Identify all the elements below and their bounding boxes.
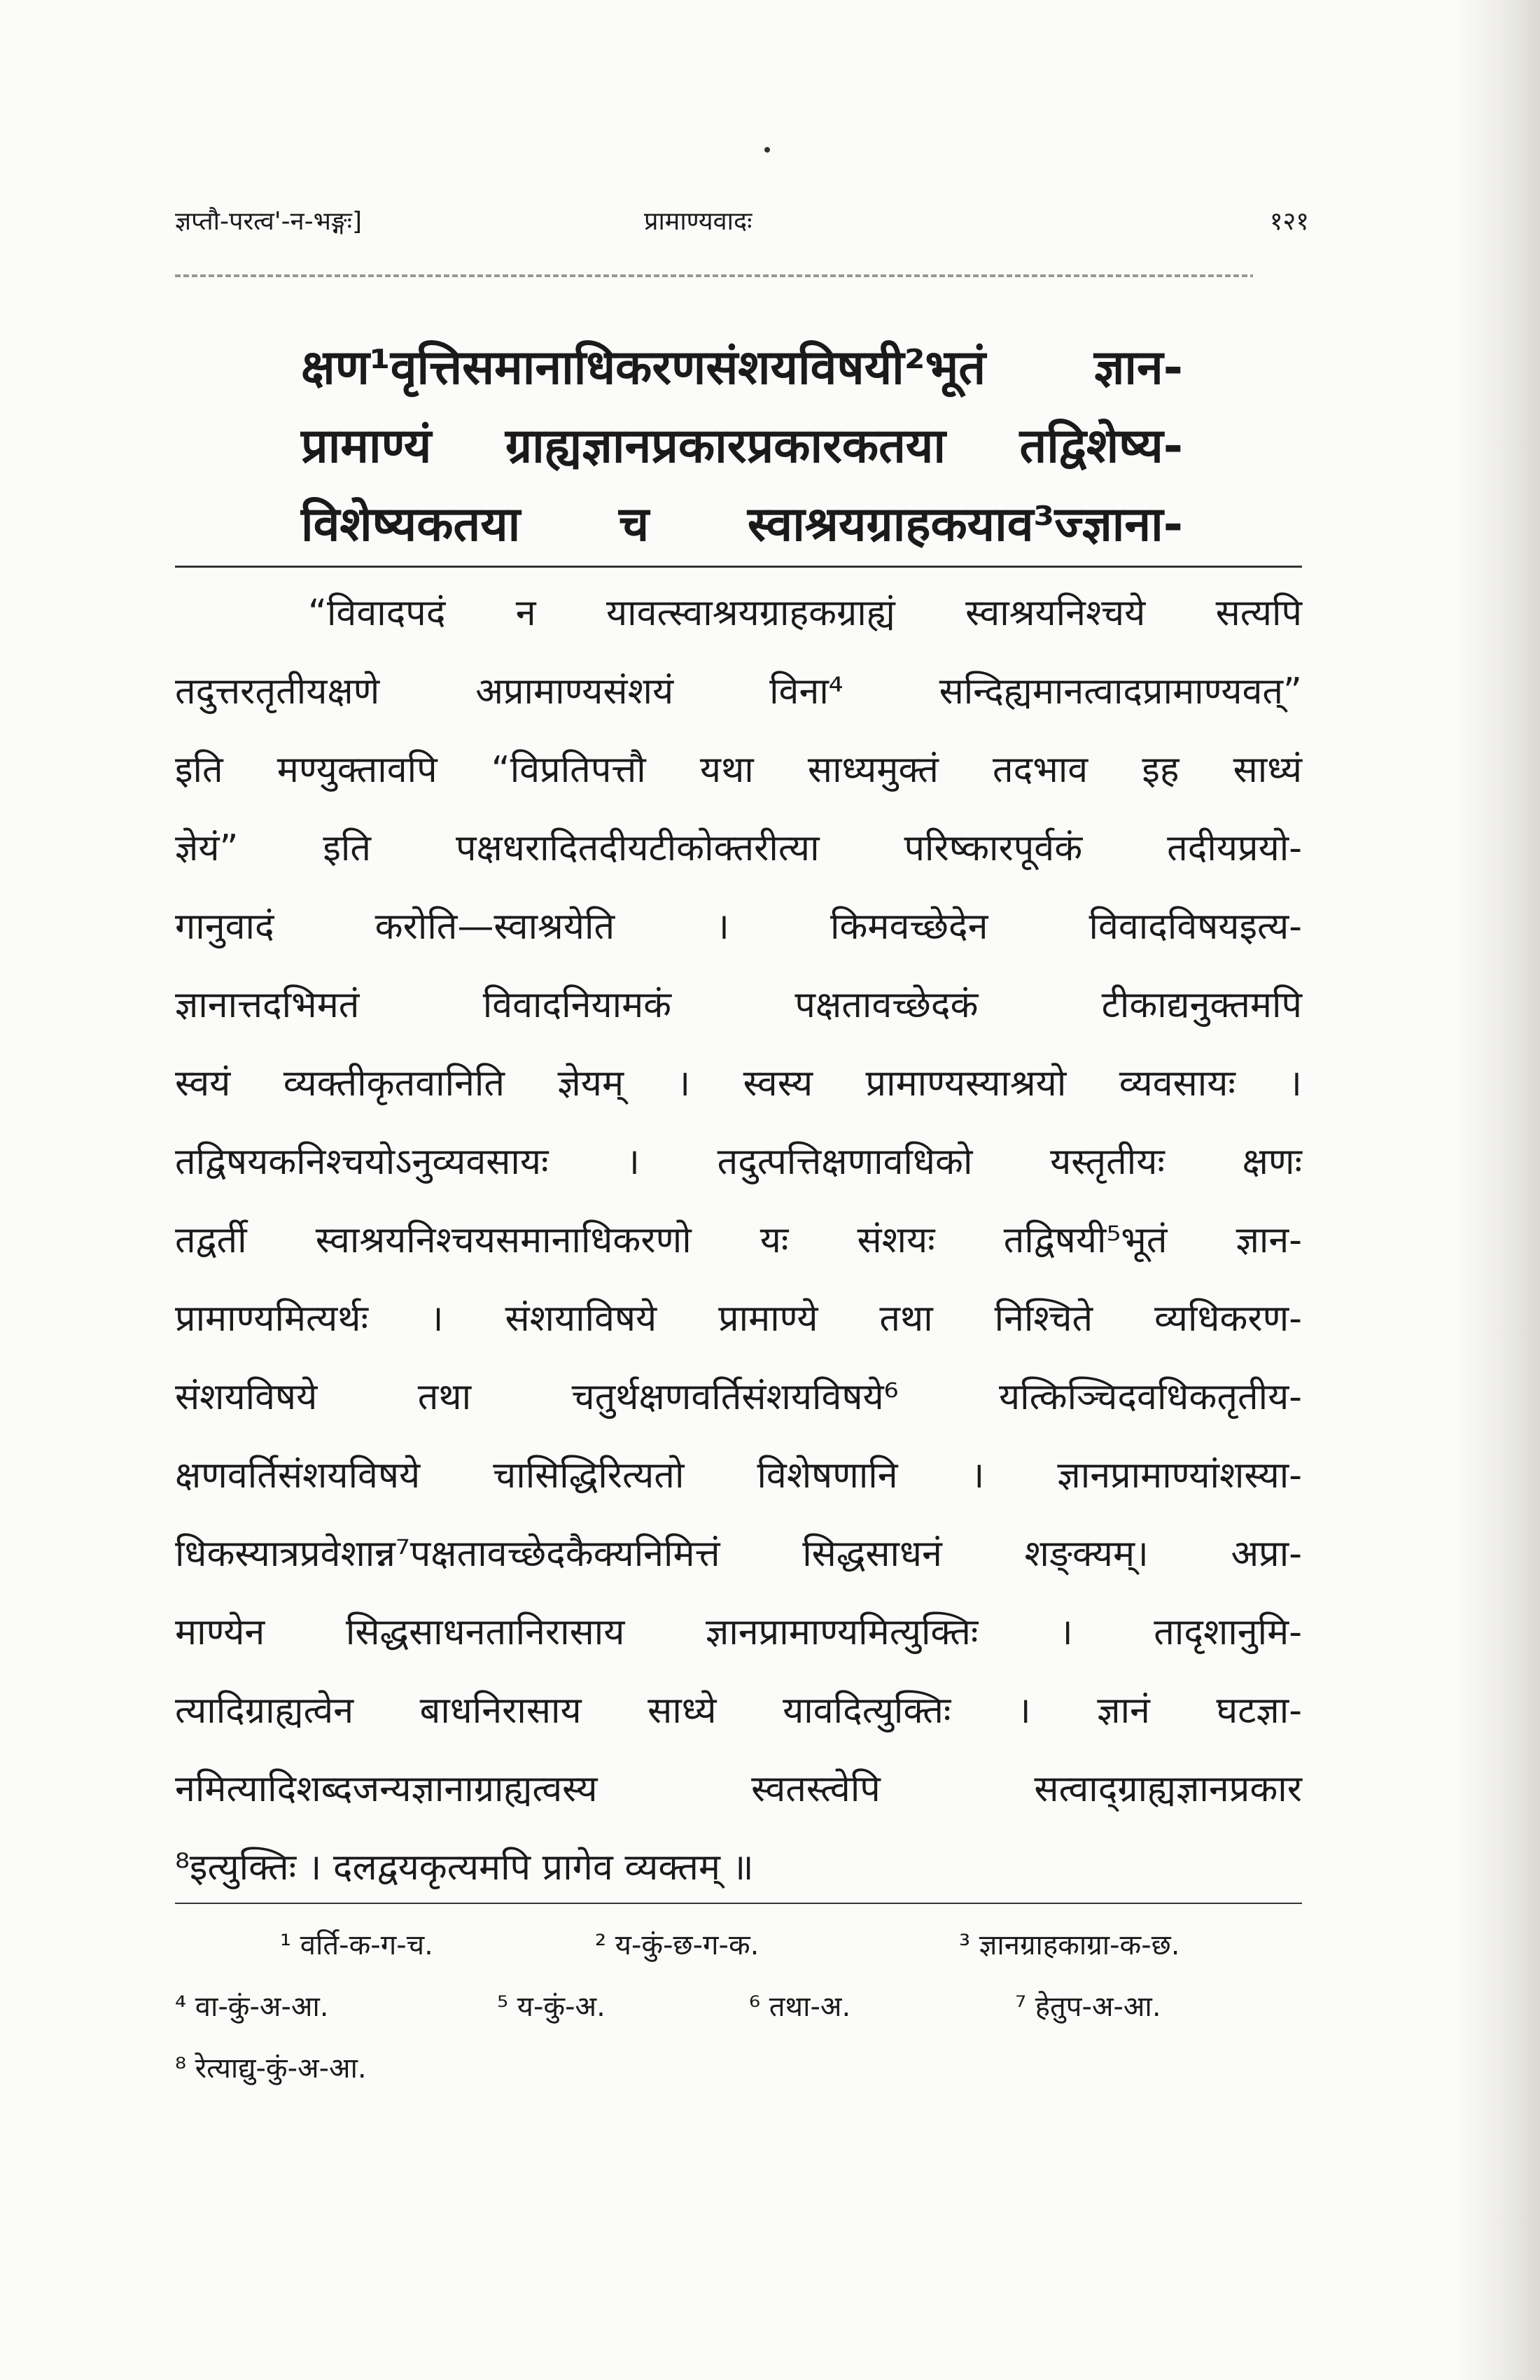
- commentary-line: “विवादपदं न यावत्स्वाश्रयग्राहकग्राह्यं स्वाश्रयनिश्चये सत्यपि: [308, 592, 1302, 634]
- commentary-line: संशयविषये तथा चतुर्थक्षणवर्तिसंशयविषये⁶ यत्किञ्चिदवधिकतृतीय-: [175, 1376, 1302, 1418]
- commentary-line: प्रामाण्यमित्यर्थः । संशयाविषये प्रामाण्ये तथा निश्चिते व्यधिकरण-: [175, 1298, 1302, 1340]
- main-text: [301, 329, 1183, 564]
- commentary-line: ज्ञानात्तदभिमतं विवादनियामकं पक्षतावच्छेदकं टीकाद्यनुक्तमपि: [175, 984, 1302, 1026]
- footnote: ⁷ हेतुप-अ-आ.: [1015, 1991, 1161, 2023]
- main-line: प्रामाण्यं ग्राह्यज्ञानप्रकारप्रकारकतया तद्विशेष्य-: [301, 419, 1183, 474]
- footnote: ⁵ य-कुं-अ.: [497, 1991, 606, 2023]
- main-line: विशेष्यकतया च स्वाश्रयग्राहकयाव³ज्ज्ञाना-: [301, 497, 1183, 552]
- commentary-line: स्वयं व्यक्तीकृतवानिति ज्ञेयम् । स्वस्य प्रामाण्यस्याश्रयो व्यवसायः ।: [175, 1063, 1302, 1105]
- page-edge: [1456, 0, 1540, 2380]
- footnote: ⁴ वा-कुं-अ-आ.: [175, 1991, 329, 2023]
- footnote-row: [175, 2038, 1302, 2099]
- page-number: १२१: [1269, 207, 1309, 236]
- commentary-line: माण्येन सिद्धसाधनतानिरासाय ज्ञानप्रामाण्यमित्युक्तिः । तादृशानुमि-: [175, 1611, 1302, 1653]
- commentary-line: त्यादिग्राह्यत्वेन बाधनिरासाय साध्ये यावदित्युक्तिः । ज्ञानं घटज्ञा-: [175, 1690, 1302, 1732]
- running-header: [175, 203, 1309, 245]
- footnote-row: [175, 1914, 1302, 1976]
- commentary-line: धिकस्यात्रप्रवेशान्न⁷पक्षतावच्छेदकैक्यनिमित्तं सिद्धसाधनं शङ्क्यम्। अप्रा-: [175, 1533, 1302, 1575]
- commentary-line: तदुत्तरतृतीयक्षणे अप्रामाण्यसंशयं विना⁴ सन्दिह्यमानत्वादप्रामाण्यवत्”: [175, 671, 1302, 713]
- commentary-line: नमित्यादिशब्दजन्यज्ञानाग्राह्यत्वस्य स्वतस्त्वेपि सत्वाद्ग्राह्यज्ञानप्रकार: [175, 1768, 1302, 1810]
- main-text-rule: [175, 566, 1302, 568]
- footnotes: [175, 1914, 1302, 2099]
- commentary-line: क्षणवर्तिसंशयविषये चासिद्धिरित्यतो विशेषणानि । ज्ञानप्रामाण्यांशस्या-: [175, 1455, 1302, 1497]
- footnote: ¹ वर्ति-क-ग-च.: [280, 1929, 433, 1961]
- footnote: ² य-कुं-छ-ग-क.: [595, 1929, 760, 1961]
- header-rule: [175, 274, 1253, 277]
- commentary-line: तद्वर्ती स्वाश्रयनिश्चयसमानाधिकरणो यः संशयः तद्विषयी⁵भूतं ज्ञान-: [175, 1219, 1302, 1261]
- commentary: [175, 574, 1302, 1907]
- header-section: ज्ञप्तौ-परत्व'-न-भङ्गः]: [175, 207, 362, 236]
- main-line: क्षण¹वृत्तिसमानाधिकरणसंशयविषयी²भूतं ज्ञान-: [301, 340, 1183, 396]
- commentary-line: इति मण्युक्तावपि “विप्रतिपत्तौ यथा साध्यमुक्तं तदभाव इह साध्यं: [175, 749, 1302, 791]
- footnote: ⁶ तथा-अ.: [749, 1991, 851, 2023]
- commentary-line: तद्विषयकनिश्चयोऽनुव्यवसायः । तदुत्पत्तिक्षणावधिको यस्तृतीयः क्षणः: [175, 1141, 1302, 1183]
- header-title: प्रामाण्यवादः: [644, 207, 752, 236]
- commentary-line: ज्ञेयं” इति पक्षधरादितदीयटीकोक्तरीत्या परिष्कारपूर्वकं तदीयप्रयो-: [175, 827, 1302, 869]
- footnote-row: [175, 1976, 1302, 2038]
- ink-dot: [764, 147, 770, 153]
- footnote: ³ ज्ञानग्राहकाग्रा-क-छ.: [959, 1929, 1180, 1961]
- footnote-rule: [175, 1903, 1302, 1904]
- footnote: ⁸ रेत्याद्यु-कुं-अ-आ.: [175, 2052, 367, 2085]
- commentary-line: ⁸इत्युक्तिः । दलद्वयकृत्यमपि प्रागेव व्यक्तम् ॥: [175, 1847, 754, 1889]
- commentary-line: गानुवादं करोति—स्वाश्रयेति । किमवच्छेदेन विवादविषयइत्य-: [175, 906, 1302, 948]
